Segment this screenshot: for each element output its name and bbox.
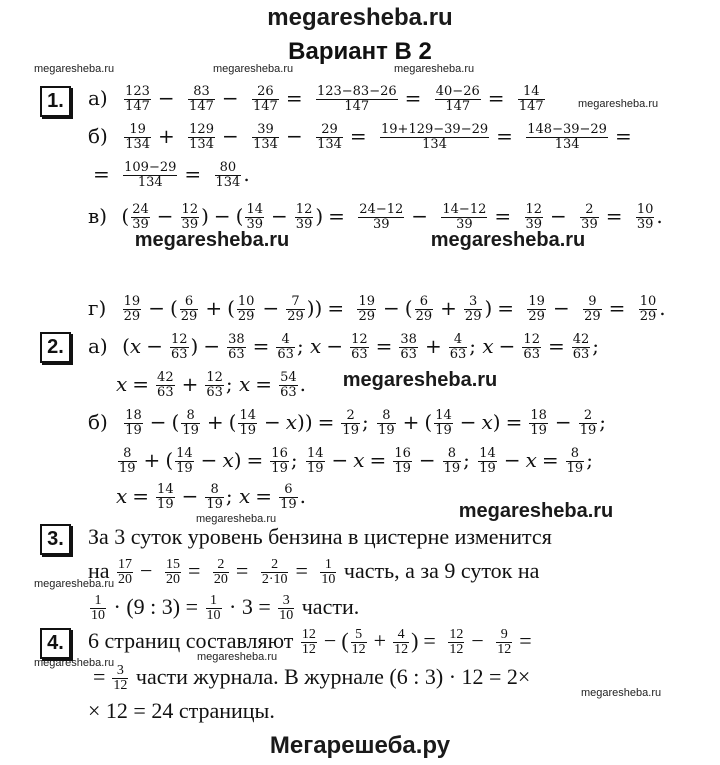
task-number: 4. (40, 628, 71, 659)
task2-a-cont: x = $\frac{42}{63}$ + $\frac{12}{63}$ ; x = $\frac{54}{63}$ . (116, 370, 306, 400)
label-b: б) (88, 410, 108, 434)
label-b: б) (88, 124, 108, 148)
task-number: 2. (40, 332, 71, 363)
task3-line1: За 3 суток уровень бензина в цистерне изменится (88, 524, 552, 549)
watermark-small: megaresheba.ru (578, 98, 659, 110)
task2-b: б) $\frac{18}{19}$ − ( $\frac{8}{19}$ + ( $\frac{14}{19}$ − x)) = $\frac{2}{19}$ ; $\frac{8}{19}$ + ( $\frac{14}{19}$ − x) = $\frac{18}{19}$ − $\frac{2}{19}$ ; (88, 408, 606, 438)
task3-word-na: на (88, 558, 110, 583)
task3-line2: на $\frac{17}{20}$ − $\frac{15}{20}$ = $\frac{2}{20}$ = $\frac{2}{2\cdot 10}$ = $\frac{1}{10}$ часть, а за 9 суток на (88, 557, 540, 588)
watermark-small: megaresheba.ru (34, 578, 115, 590)
task4-mid: части журнала. В журнале (6 : 3) · 12 = 2× (135, 664, 531, 689)
task1-b: б) $\frac{19}{134}$ + $\frac{129}{134}$ − $\frac{39}{134}$ − $\frac{29}{134}$ = $\frac{19+129-39-29}{134}$ = $\frac{148-39-29}{134}$ = (88, 122, 632, 152)
task2-a: а) (x − $\frac{12}{63}$ ) − $\frac{38}{63}$ = $\frac{4}{63}$ ; x − $\frac{12}{63}$ = $\frac{38}{63}$ + $\frac{4}{63}$ ; x − $\frac{12}{63}$ = $\frac{42}{63}$ ; (88, 332, 600, 362)
page-title: Вариант В 2 (288, 38, 432, 65)
task1-g: г) $\frac{19}{29}$ − ( $\frac{6}{29}$ + ( $\frac{10}{29}$ − $\frac{7}{29}$ )) = $\frac{19}{29}$ − ( $\frac{6}{29}$ + $\frac{3}{29}$ ) = $\frac{19}{29}$ − $\frac{9}{29}$ = $\frac{10}{29}$ . (88, 294, 666, 324)
watermark-small: megaresheba.ru (213, 63, 294, 75)
watermark-bottom: Мегарешеба.ру (269, 732, 451, 759)
watermark-small: megaresheba.ru (34, 63, 115, 75)
task1-b-cont: = $\frac{109-29}{134}$ = $\frac{80}{134}$ . (93, 160, 250, 190)
task1-v: в) ( $\frac{24}{39}$ − $\frac{12}{39}$ ) − ( $\frac{14}{39}$ − $\frac{12}{39}$ ) = $\frac{24-12}{39}$ − $\frac{14-12}{39}$ = $\frac{12}{39}$ − $\frac{2}{39}$ = $\frac{10}{39}$ . (88, 202, 663, 232)
label-a: а) (88, 334, 108, 358)
task4-line2: = $\frac{3}{12}$ части журнала. В журнале (6 : 3) · 12 = 2× (93, 663, 531, 694)
task1-a: а) $\frac{123}{147}$ − $\frac{83}{147}$ − $\frac{26}{147}$ = $\frac{123-83-26}{147}$ = $\frac{40-26}{147}$ = $\frac{14}{147}$ (88, 84, 544, 114)
watermark-mid: megaresheba.ru (134, 229, 290, 251)
watermark-mid: megaresheba.ru (430, 229, 586, 251)
label-v: в) (88, 204, 108, 228)
watermark-mid: megaresheba.ru (458, 500, 614, 522)
task4-line1: 6 страниц составляют $\frac{12}{12}$ − ( $\frac{5}{12}$ + $\frac{4}{12}$ ) = $\frac{12}{12}$ − $\frac{9}{12}$ = (88, 627, 532, 658)
task4-start: 6 страниц составляют (88, 628, 294, 653)
task4-line3: × 12 = 24 страницы. (88, 698, 275, 723)
watermark-small: megaresheba.ru (34, 657, 115, 669)
label-a: а) (88, 86, 108, 110)
task3-word-chast: часть, а за 9 суток на (343, 558, 540, 583)
task3-word-chasti: части. (301, 594, 360, 619)
watermark-small: megaresheba.ru (197, 651, 278, 663)
task2-b-cont1: $\frac{8}{19}$ + ( $\frac{14}{19}$ − x) = $\frac{16}{19}$ ; $\frac{14}{19}$ − x = $\frac{16}{19}$ − $\frac{8}{19}$ ; $\frac{14}{19}$ − x = $\frac{8}{19}$ ; (119, 446, 593, 476)
watermark-mid: megaresheba.ru (342, 369, 498, 391)
task3-line3: $\frac{1}{10}$ · (9 : 3) = $\frac{1}{10}$ · 3 = $\frac{3}{10}$ части. (91, 593, 360, 624)
watermark-small: megaresheba.ru (196, 513, 277, 525)
task-number: 1. (40, 86, 71, 117)
task-number: 3. (40, 524, 71, 555)
task3-calc: · (9 : 3) = (113, 594, 198, 619)
label-g: г) (88, 296, 107, 320)
watermark-small: megaresheba.ru (581, 687, 662, 699)
watermark-top: megaresheba.ru (267, 4, 453, 31)
task2-b-cont2: x = $\frac{14}{19}$ − $\frac{8}{19}$ ; x = $\frac{6}{19}$ . (116, 482, 306, 512)
task3-times3: · 3 = (229, 594, 271, 619)
watermark-small: megaresheba.ru (394, 63, 475, 75)
